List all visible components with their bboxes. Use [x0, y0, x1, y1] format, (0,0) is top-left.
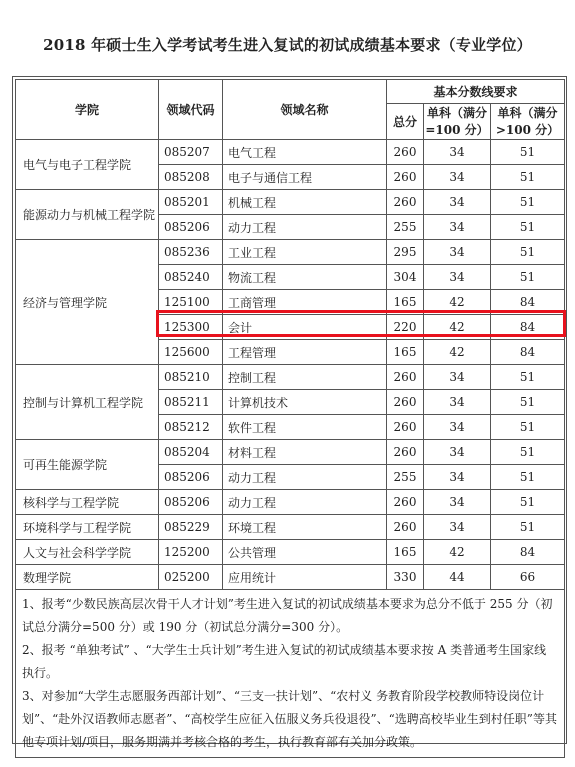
- total-cell: 260: [387, 190, 424, 215]
- single-b-cell: 84: [491, 315, 565, 340]
- total-cell: 260: [387, 440, 424, 465]
- total-cell: 295: [387, 240, 424, 265]
- code-cell: 085229: [159, 515, 223, 540]
- total-cell: 255: [387, 215, 424, 240]
- code-cell: 085206: [159, 490, 223, 515]
- college-cell: 控制与计算机工程学院: [16, 365, 159, 440]
- header-score-group: 基本分数线要求: [387, 80, 565, 104]
- name-cell: 动力工程: [223, 465, 387, 490]
- table-row: [16, 190, 565, 215]
- total-cell: 260: [387, 390, 424, 415]
- single-b-cell: 51: [491, 190, 565, 215]
- single-a-cell: 42: [424, 540, 491, 565]
- single-a-cell: 34: [424, 265, 491, 290]
- total-cell: 165: [387, 340, 424, 365]
- name-cell: 动力工程: [223, 215, 387, 240]
- single-b-cell: 66: [491, 565, 565, 590]
- code-cell: 125300: [159, 315, 223, 340]
- name-cell: 控制工程: [223, 365, 387, 390]
- name-cell: 软件工程: [223, 415, 387, 440]
- header-name: 领域名称: [223, 80, 387, 140]
- table-row: [16, 440, 565, 465]
- name-cell: 会计: [223, 315, 387, 340]
- single-b-cell: 51: [491, 440, 565, 465]
- single-a-cell: 34: [424, 440, 491, 465]
- college-cell: 核科学与工程学院: [16, 490, 159, 515]
- table-row: [16, 140, 565, 165]
- single-a-cell: 34: [424, 140, 491, 165]
- name-cell: 应用统计: [223, 565, 387, 590]
- total-cell: 330: [387, 565, 424, 590]
- name-cell: 机械工程: [223, 190, 387, 215]
- single-a-cell: 42: [424, 340, 491, 365]
- header-total: 总分: [387, 104, 424, 140]
- header-college: 学院: [16, 80, 159, 140]
- single-a-cell: 34: [424, 415, 491, 440]
- name-cell: 公共管理: [223, 540, 387, 565]
- single-a-cell: 34: [424, 390, 491, 415]
- code-cell: 085240: [159, 265, 223, 290]
- single-a-cell: 34: [424, 165, 491, 190]
- name-cell: 计算机技术: [223, 390, 387, 415]
- code-cell: 125200: [159, 540, 223, 565]
- name-cell: 电气工程: [223, 140, 387, 165]
- name-cell: 工程管理: [223, 340, 387, 365]
- single-a-cell: 34: [424, 515, 491, 540]
- code-cell: 085212: [159, 415, 223, 440]
- code-cell: 085204: [159, 440, 223, 465]
- single-a-cell: 34: [424, 465, 491, 490]
- single-b-cell: 51: [491, 515, 565, 540]
- name-cell: 环境工程: [223, 515, 387, 540]
- name-cell: 物流工程: [223, 265, 387, 290]
- single-b-cell: 51: [491, 215, 565, 240]
- single-a-cell: 42: [424, 315, 491, 340]
- college-cell: 环境科学与工程学院: [16, 515, 159, 540]
- single-b-cell: 84: [491, 340, 565, 365]
- header-single-b: 单科（满分>100 分）: [491, 104, 565, 140]
- total-cell: 260: [387, 165, 424, 190]
- note-1: 1、报考“少数民族高层次骨干人才计划”考生进入复试的初试成绩基本要求为总分不低于 255 分（初试总分满分=500 分）或 190 分（初试总分满分=300 分）。: [22, 597, 553, 634]
- total-cell: 304: [387, 265, 424, 290]
- single-a-cell: 44: [424, 565, 491, 590]
- note-3: 3、对参加“大学生志愿服务西部计划”、“三支一扶计划”、“农村义 务教育阶段学校教师特设岗位计划”、“赴外汉语教师志愿者”、“高校学生应征入伍服义务兵役退役”、“选聘高校毕业生到村任职”等其他专项计划/项目，服务期满并考核合格的考生，执行教育部有关加分政策。: [22, 689, 557, 749]
- table-row: [16, 490, 565, 515]
- single-a-cell: 42: [424, 290, 491, 315]
- single-a-cell: 34: [424, 490, 491, 515]
- table-row: [16, 240, 565, 265]
- header-single-a: 单科（满分=100 分）: [424, 104, 491, 140]
- table-row: [16, 540, 565, 565]
- code-cell: 085211: [159, 390, 223, 415]
- name-cell: 工商管理: [223, 290, 387, 315]
- code-cell: 125100: [159, 290, 223, 315]
- single-b-cell: 51: [491, 240, 565, 265]
- name-cell: 工业工程: [223, 240, 387, 265]
- total-cell: 260: [387, 415, 424, 440]
- code-cell: 085236: [159, 240, 223, 265]
- total-cell: 165: [387, 540, 424, 565]
- name-cell: 电子与通信工程: [223, 165, 387, 190]
- total-cell: 260: [387, 490, 424, 515]
- college-cell: 可再生能源学院: [16, 440, 159, 490]
- table-body: [16, 140, 565, 590]
- college-cell: 电气与电子工程学院: [16, 140, 159, 190]
- notes-cell: [16, 590, 565, 758]
- single-b-cell: 51: [491, 265, 565, 290]
- college-cell: 经济与管理学院: [16, 240, 159, 365]
- single-b-cell: 84: [491, 290, 565, 315]
- code-cell: 125600: [159, 340, 223, 365]
- single-a-cell: 34: [424, 190, 491, 215]
- score-table: [15, 79, 565, 758]
- college-cell: 能源动力与机械工程学院: [16, 190, 159, 240]
- single-b-cell: 51: [491, 140, 565, 165]
- single-b-cell: 51: [491, 390, 565, 415]
- total-cell: 260: [387, 515, 424, 540]
- single-b-cell: 51: [491, 465, 565, 490]
- single-b-cell: 51: [491, 415, 565, 440]
- code-cell: 085210: [159, 365, 223, 390]
- page-title: 2018 年硕士生入学考试考生进入复试的初试成绩基本要求（专业学位）: [43, 36, 532, 54]
- name-cell: 材料工程: [223, 440, 387, 465]
- table-row: [16, 515, 565, 540]
- code-cell: 085207: [159, 140, 223, 165]
- single-a-cell: 34: [424, 240, 491, 265]
- header-code: 领域代码: [159, 80, 223, 140]
- code-cell: 085201: [159, 190, 223, 215]
- code-cell: 025200: [159, 565, 223, 590]
- code-cell: 085206: [159, 465, 223, 490]
- name-cell: 动力工程: [223, 490, 387, 515]
- single-b-cell: 84: [491, 540, 565, 565]
- single-b-cell: 51: [491, 165, 565, 190]
- table-row: [16, 565, 565, 590]
- total-cell: 165: [387, 290, 424, 315]
- single-a-cell: 34: [424, 215, 491, 240]
- code-cell: 085206: [159, 215, 223, 240]
- single-b-cell: 51: [491, 490, 565, 515]
- total-cell: 220: [387, 315, 424, 340]
- college-cell: 人文与社会科学学院: [16, 540, 159, 565]
- code-cell: 085208: [159, 165, 223, 190]
- note-2: 2、报考 “单独考试” 、“大学生士兵计划”考生进入复试的初试成绩基本要求按 A 类普通考生国家线执行。: [22, 643, 547, 680]
- college-cell: 数理学院: [16, 565, 159, 590]
- table-row: [16, 365, 565, 390]
- total-cell: 255: [387, 465, 424, 490]
- total-cell: 260: [387, 365, 424, 390]
- single-a-cell: 34: [424, 365, 491, 390]
- total-cell: 260: [387, 140, 424, 165]
- single-b-cell: 51: [491, 365, 565, 390]
